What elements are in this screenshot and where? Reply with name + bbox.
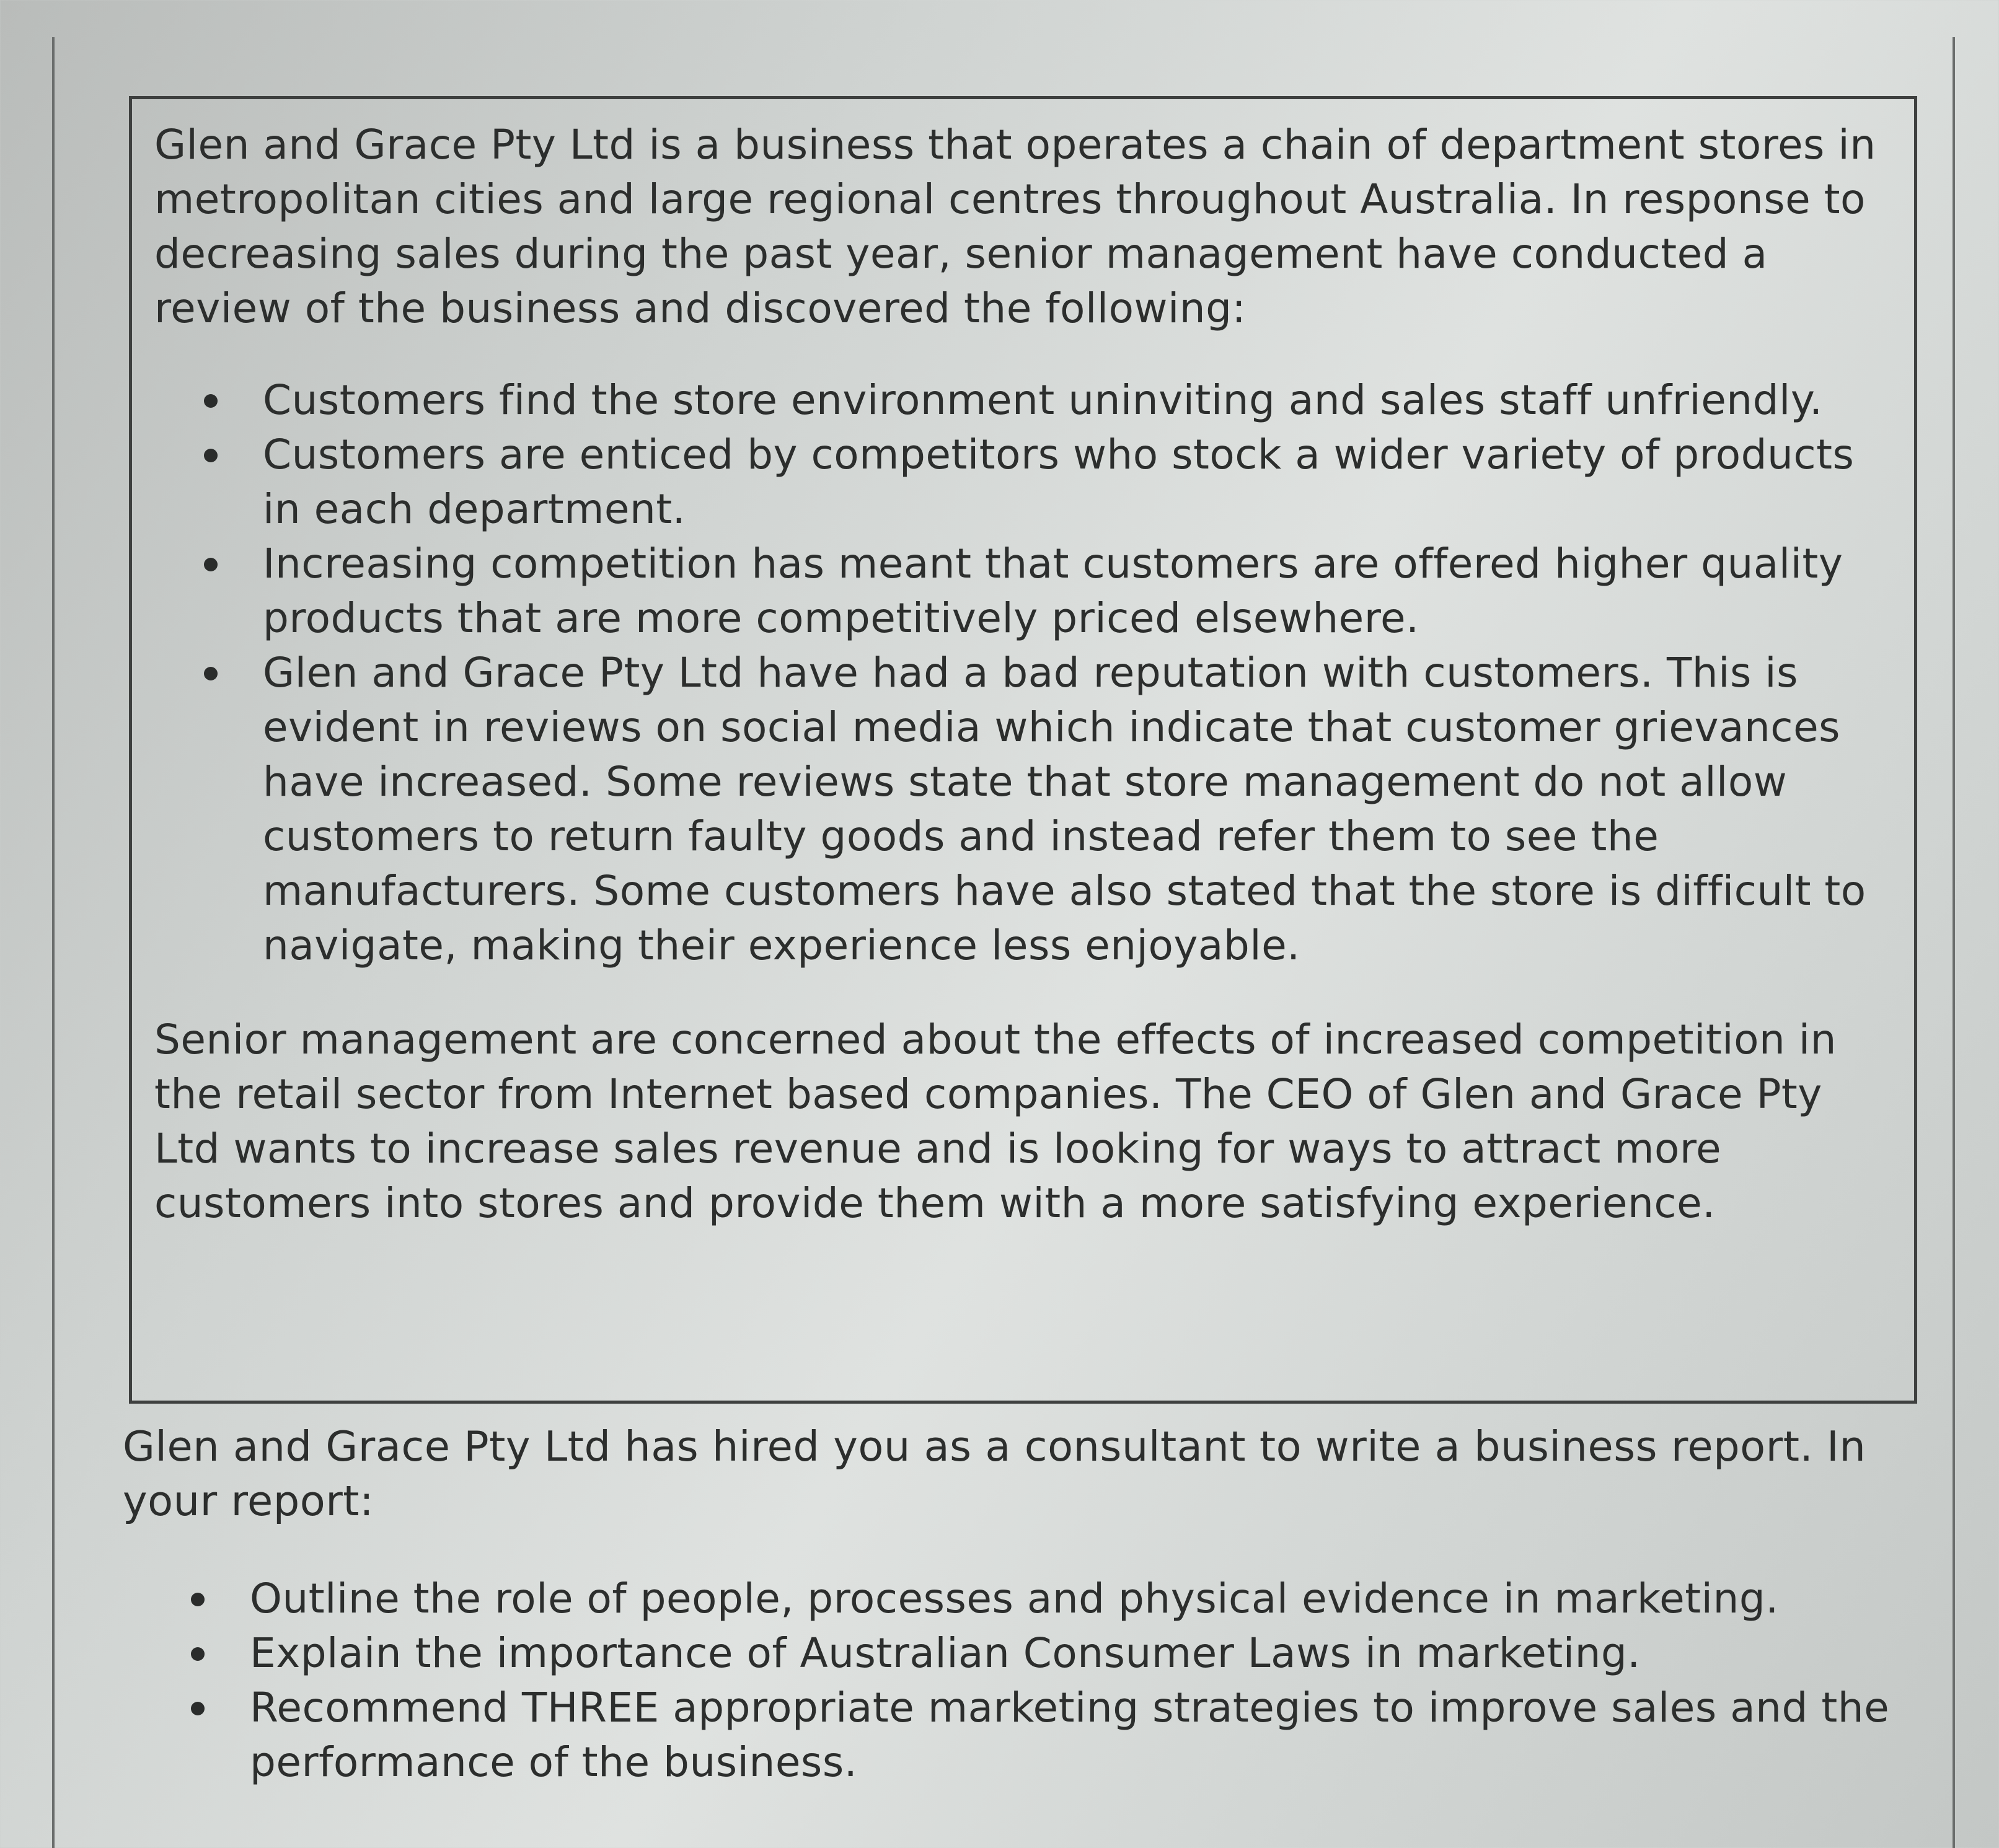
finding-text: Customers find the store environment uninviting and sales staff unfriendly.	[263, 376, 1823, 424]
bullet-icon	[191, 1593, 205, 1606]
bullet-icon	[204, 449, 218, 462]
finding-item	[263, 537, 1892, 646]
task-section	[123, 1419, 1957, 1790]
finding-text: Glen and Grace Pty Ltd have had a bad reputation with customers. This is evident in reviews on social media which indicate that customer grievances have increased. Some reviews state that store management do not allow customers to return faulty goods and instead refer them to see the manufacturers. Some customers have also stated that the store is difficult to navigate, making their experience less enjoyable.	[263, 649, 1866, 969]
bullet-icon	[191, 1702, 205, 1715]
findings-list	[154, 373, 1892, 973]
task-text: Explain the importance of Australian Consumer Laws in marketing.	[250, 1629, 1641, 1677]
task-intro: Glen and Grace Pty Ltd has hired you as a consultant to write a business report. In your report:	[123, 1422, 1866, 1525]
finding-item	[263, 428, 1892, 537]
task-item	[250, 1572, 1957, 1626]
task-item	[250, 1626, 1957, 1681]
task-text: Outline the role of people, processes and physical evidence in marketing.	[250, 1575, 1779, 1622]
bullet-icon	[191, 1647, 205, 1661]
task-list	[123, 1572, 1957, 1790]
bullet-icon	[204, 394, 218, 408]
document-page	[52, 37, 1955, 1848]
task-text: Recommend THREE appropriate marketing strategies to improve sales and the performance of the business.	[250, 1684, 1890, 1786]
finding-item	[263, 373, 1892, 428]
finding-item	[263, 646, 1892, 973]
task-item	[250, 1681, 1957, 1790]
finding-text: Increasing competition has meant that customers are offered higher quality products that are more competitively priced elsewhere.	[263, 540, 1843, 642]
case-study-box	[129, 96, 1917, 1404]
finding-text: Customers are enticed by competitors who stock a wider variety of products in each department.	[263, 431, 1855, 533]
bullet-icon	[204, 667, 218, 680]
case-study-intro: Glen and Grace Pty Ltd is a business that operates a chain of department stores in metropolitan cities and large regional centres throughout Australia. In response to decreasing sales during the past year, senior management have conducted a review of the business and discovered the following:	[154, 121, 1876, 332]
case-study-concern: Senior management are concerned about the effects of increased competition in the retail sector from Internet based companies. The CEO of Glen and Grace Pty Ltd wants to increase sales revenue and is looking for ways to attract more customers into stores and provide them with a more satisfying experience.	[154, 1016, 1837, 1227]
bullet-icon	[204, 558, 218, 571]
